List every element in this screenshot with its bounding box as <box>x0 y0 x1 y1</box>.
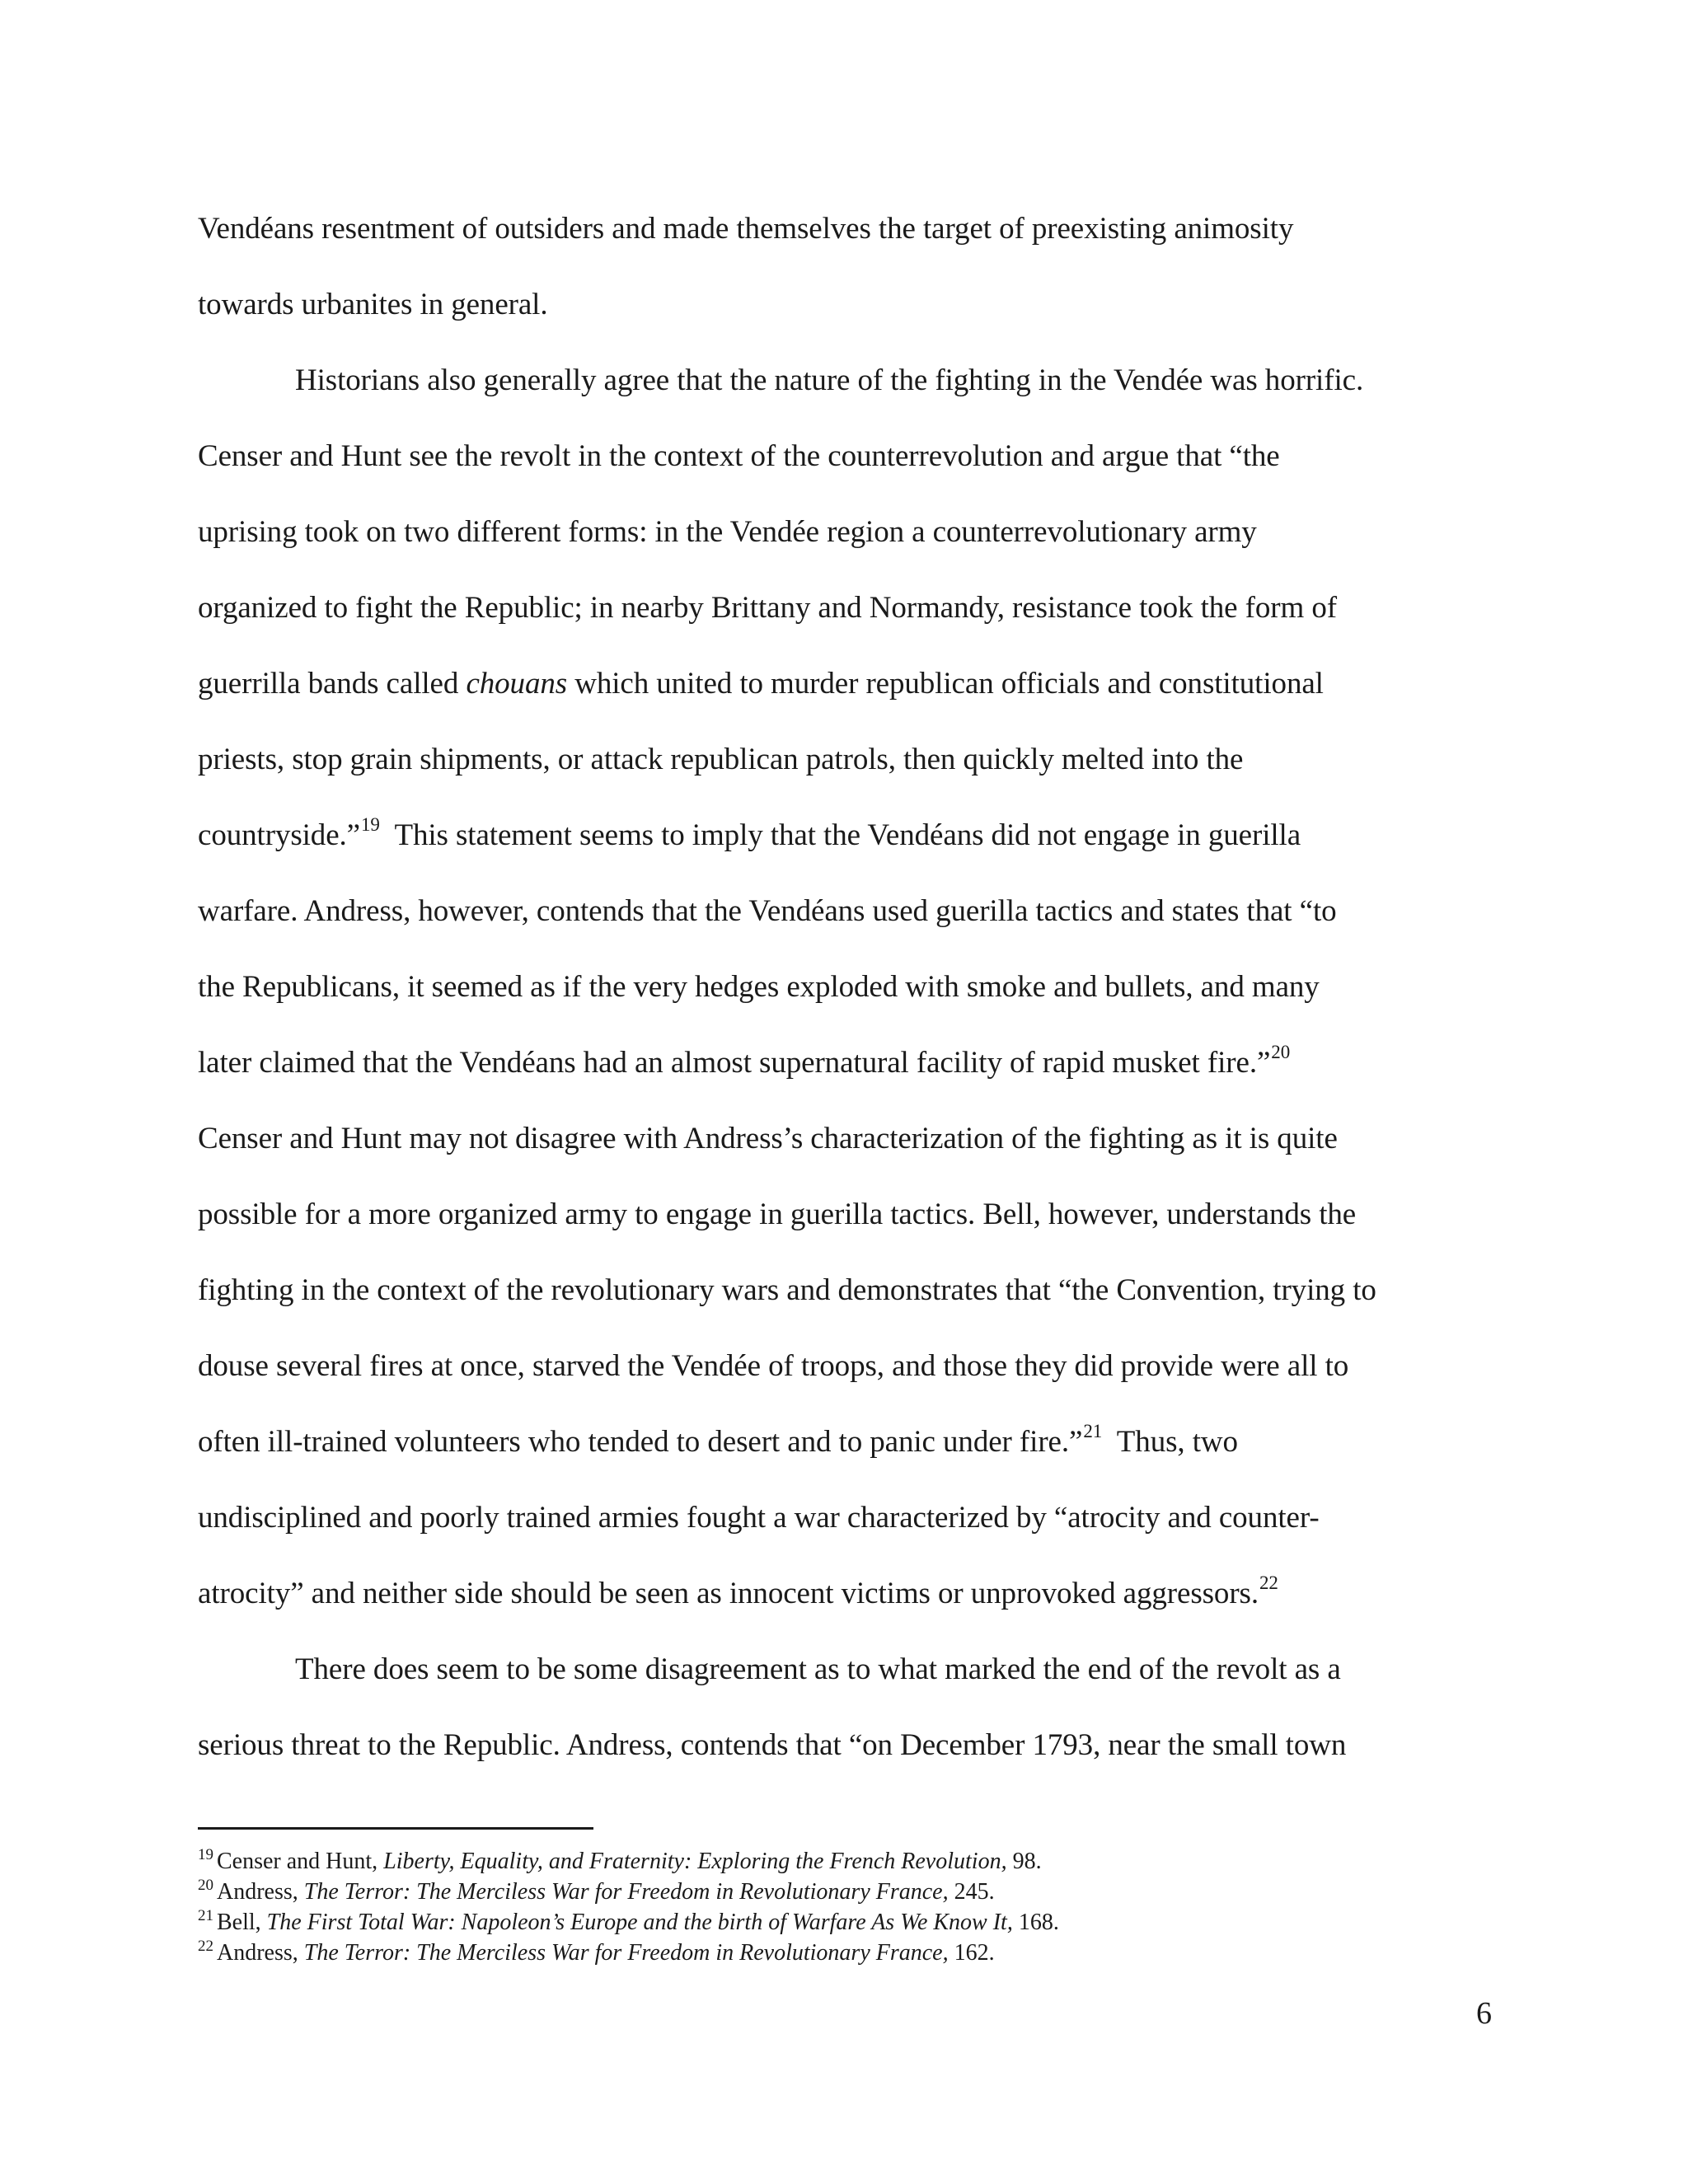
paragraph-line <box>198 798 1500 874</box>
paragraph-line: Vendéans resentment of outsiders and made themselves the target of preexisting animosity <box>198 212 1294 246</box>
paragraph-line: organized to fight the Republic; in nearby Brittany and Normandy, resistance took the form of <box>198 591 1337 625</box>
text-run: guerrilla bands called <box>198 667 467 701</box>
footnote-page: 168. <box>1012 1910 1059 1935</box>
paragraph-line <box>198 1025 1500 1101</box>
paragraph-line: Censer and Hunt see the revolt in the context of the counterrevolution and argue that “the <box>198 439 1280 473</box>
paragraph-line: There does seem to be some disagreement as to what marked the end of the revolt as a <box>295 1652 1341 1686</box>
paragraph-line <box>198 1404 1500 1480</box>
footnote <box>198 1877 1517 1907</box>
footnote-reference: 22 <box>1259 1572 1278 1593</box>
page-number: 6 <box>1476 1996 1492 2031</box>
paragraph-line: Censer and Hunt may not disagree with Andress’s characterization of the fighting as it is quite <box>198 1122 1338 1155</box>
text-run: This statement seems to imply that the Vendéans did not engage in guerilla <box>379 818 1301 852</box>
footnote-number: 22 <box>198 1938 213 1955</box>
footnote-separator <box>198 1827 593 1830</box>
footnote <box>198 1938 1517 1968</box>
paragraph-line: priests, stop grain shipments, or attack republican patrols, then quickly melted into the <box>198 743 1244 776</box>
paragraph-line: Historians also generally agree that the nature of the fighting in the Vendée was horrific. <box>295 363 1364 397</box>
footnote-reference: 19 <box>361 814 380 835</box>
text-run: later claimed that the Vendéans had an almost supernatural facility of rapid musket fire.” <box>198 1046 1271 1080</box>
footnote-title: The Terror: The Merciless War for Freedom in Revolutionary France, <box>303 1940 949 1966</box>
footnote-author: Andress, <box>217 1940 304 1966</box>
footnote-number: 21 <box>198 1907 213 1924</box>
paragraph-line: possible for a more organized army to engage in guerilla tactics. Bell, however, understands the <box>198 1197 1357 1231</box>
body-text <box>198 191 1500 1783</box>
footnote-number: 20 <box>198 1877 213 1894</box>
text-run: countryside.” <box>198 818 360 852</box>
footnote-number: 19 <box>198 1846 213 1863</box>
footnote-reference: 20 <box>1271 1042 1291 1062</box>
text-run: atrocity” and neither side should be seen as innocent victims or unprovoked aggressors. <box>198 1577 1259 1610</box>
paragraph-line: warfare. Andress, however, contends that the Vendéans used guerilla tactics and states that “to <box>198 894 1337 928</box>
text-run: often ill-trained volunteers who tended to desert and to panic under fire.” <box>198 1425 1083 1459</box>
paragraph-line: towards urbanites in general. <box>198 288 548 321</box>
paragraph-line: uprising took on two different forms: in the Vendée region a counterrevolutionary army <box>198 515 1257 549</box>
footnote-title: Liberty, Equality, and Fraternity: Exploring the French Revolution, <box>383 1849 1007 1874</box>
footnote-author: Andress, <box>217 1879 304 1905</box>
footnote-title: The First Total War: Napoleon’s Europe and the birth of Warfare As We Know It, <box>266 1910 1013 1935</box>
text-run: which united to murder republican officials and constitutional <box>567 667 1324 701</box>
paragraph-line: fighting in the context of the revolutionary wars and demonstrates that “the Convention, trying to <box>198 1273 1376 1307</box>
paragraph-line: serious threat to the Republic. Andress, contends that “on December 1793, near the small town <box>198 1728 1347 1762</box>
italic-term: chouans <box>466 667 568 701</box>
footnote <box>198 1907 1517 1938</box>
footnotes <box>198 1846 1517 1968</box>
paragraph-line: the Republicans, it seemed as if the very hedges exploded with smoke and bullets, and many <box>198 970 1320 1004</box>
footnote-author: Bell, <box>217 1910 267 1935</box>
footnote-page: 98. <box>1006 1849 1042 1874</box>
paragraph-line: douse several fires at once, starved the Vendée of troops, and those they did provide were all to <box>198 1349 1349 1383</box>
footnote-reference: 21 <box>1083 1421 1103 1441</box>
footnote-title: The Terror: The Merciless War for Freedom in Revolutionary France, <box>303 1879 949 1905</box>
footnote-author: Censer and Hunt, <box>217 1849 384 1874</box>
paragraph-line <box>198 1556 1500 1632</box>
footnote <box>198 1846 1517 1877</box>
paragraph-line <box>198 646 1500 722</box>
footnote-page: 162. <box>948 1940 995 1966</box>
footnote-page: 245. <box>948 1879 995 1905</box>
paragraph-line: undisciplined and poorly trained armies fought a war characterized by “atrocity and counter- <box>198 1501 1320 1535</box>
text-run: Thus, two <box>1102 1425 1238 1459</box>
